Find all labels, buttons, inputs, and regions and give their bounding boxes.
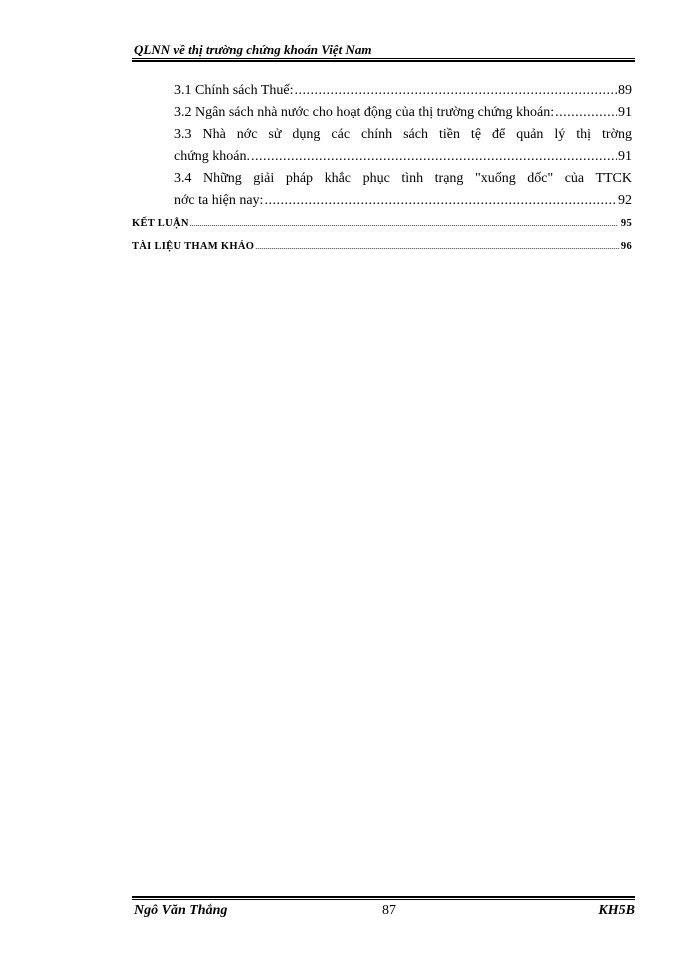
dot-leader [190, 212, 620, 235]
toc-page-number: 95 [620, 218, 632, 229]
running-header-title: QLNN về thị trường chứng khoán Việt Nam [134, 42, 372, 57]
toc-entry-3-3[interactable] [174, 124, 632, 168]
dot-leader [251, 146, 617, 168]
toc-page-number: 91 [618, 105, 632, 120]
toc-entry-label: KẾT LUẬN [132, 218, 189, 229]
toc-page-number: 91 [618, 149, 632, 164]
dot-leader [255, 235, 620, 258]
dot-leader [295, 80, 617, 102]
footer-divider [132, 896, 635, 900]
dot-leader [555, 102, 617, 124]
toc-entry-3-1[interactable] [174, 80, 632, 102]
toc-page-number: 92 [618, 193, 632, 208]
toc-entry-label: TÀI LIỆU THAM KHẢO [132, 241, 255, 252]
footer-page-number: 87 [382, 903, 396, 918]
toc-entry-label-line2: chứng khoán. [174, 149, 251, 164]
toc-page-number: 96 [620, 241, 632, 252]
toc-entry-3-4[interactable] [174, 168, 632, 212]
header-divider [132, 58, 635, 62]
footer-class: KH5B [598, 903, 635, 918]
toc-entry-label-line1: 3.3 Nhà nớc sử dụng các chính sách tiền tệ để quản lý thị trờng [174, 127, 632, 142]
page-footer [134, 903, 635, 923]
toc-entry-ket-luan[interactable] [132, 212, 632, 235]
toc-entry-label: 3.2 Ngân sách nhà nước cho hoạt động của thị trường chứng khoán: [174, 105, 555, 120]
dot-leader [264, 190, 617, 212]
toc-entry-label: 3.1 Chính sách Thuế: [174, 83, 294, 98]
toc-entry-tai-lieu-tham-khao[interactable] [132, 235, 632, 258]
toc-entry-label-line1: 3.4 Những giải pháp khắc phục tình trạng "xuống dốc" của TTCK [174, 171, 632, 186]
footer-author: Ngô Văn Thắng [134, 903, 228, 918]
toc-entry-3-2[interactable] [174, 102, 632, 124]
table-of-contents [132, 80, 632, 258]
toc-page-number: 89 [618, 83, 632, 98]
toc-entry-label-line2: nớc ta hiện nay: [174, 193, 264, 208]
